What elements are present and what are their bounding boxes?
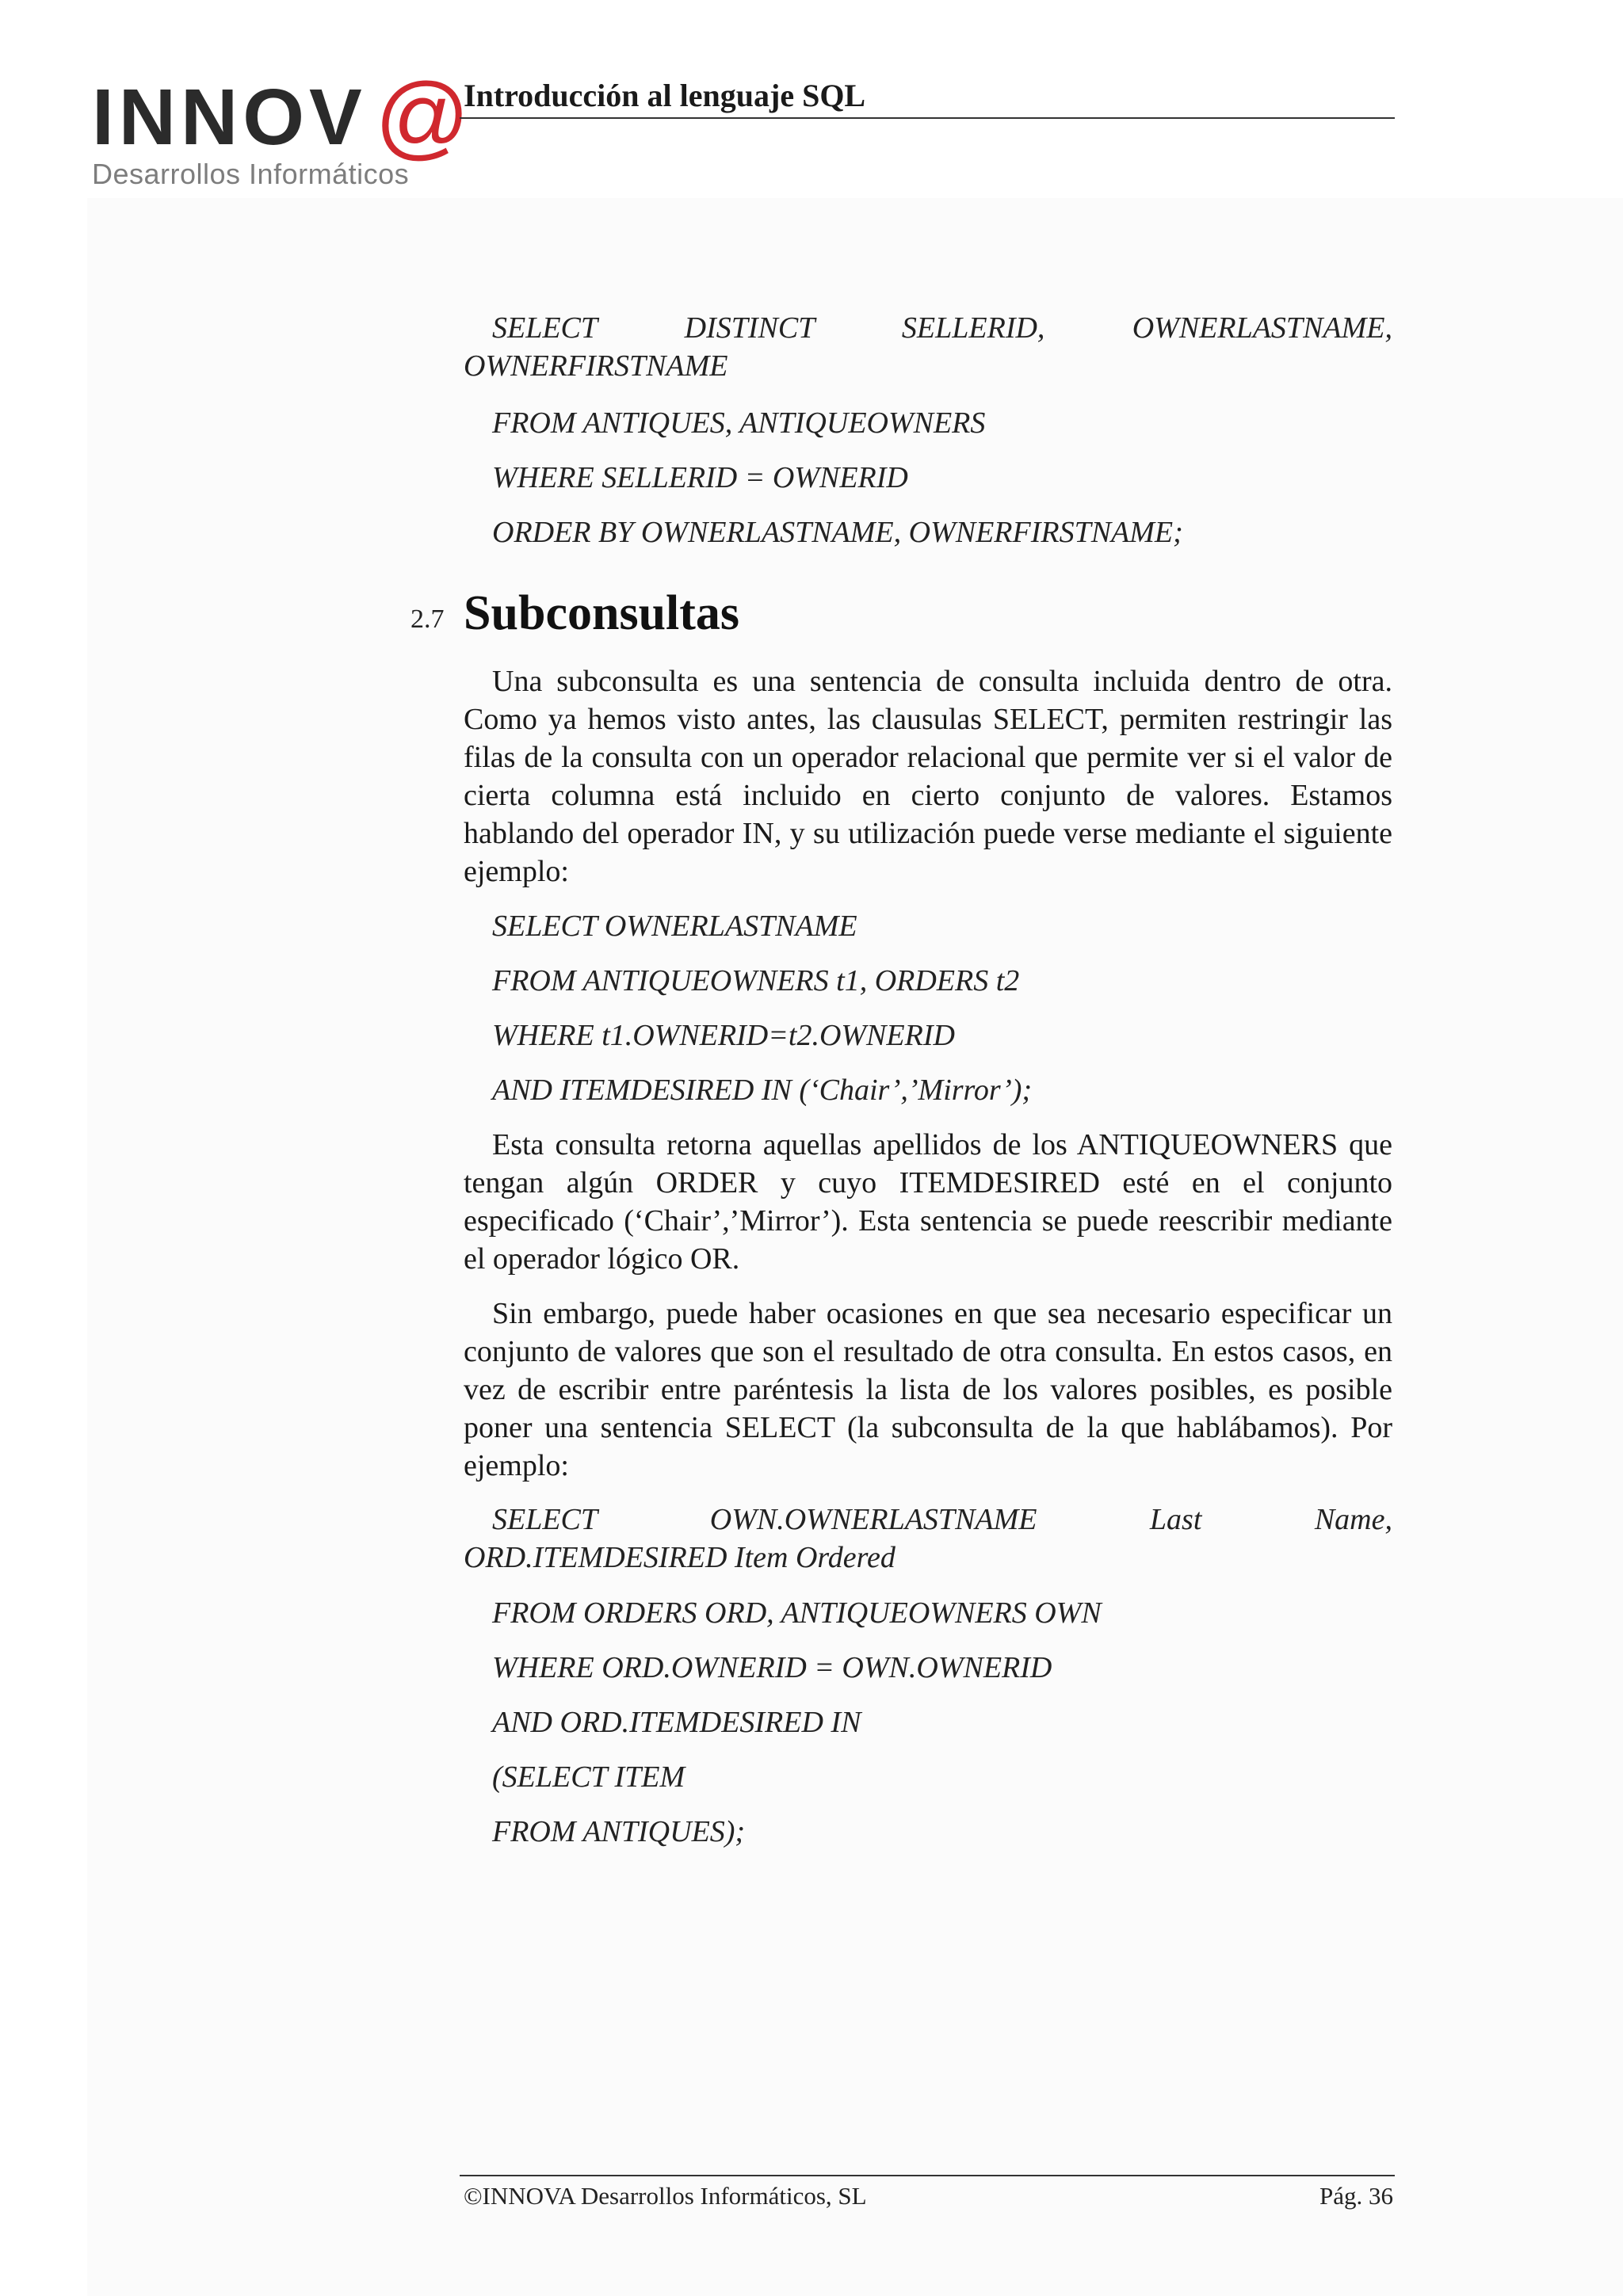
code-line: OWNERFIRSTNAME (464, 349, 728, 383)
company-logo (87, 64, 470, 196)
code-line: FROM ANTIQUES, ANTIQUEOWNERS (492, 406, 986, 440)
logo-subtitle: Desarrollos Informáticos (92, 158, 410, 190)
code-line: WHERE ORD.OWNERID = OWN.OWNERID (492, 1651, 1052, 1684)
code-line: ORD.ITEMDESIRED Item Ordered (464, 1541, 896, 1574)
header-title: Introducción al lenguaje SQL (464, 78, 866, 113)
code-line: FROM ANTIQUES); (492, 1815, 746, 1848)
code-line: (SELECT ITEM (492, 1760, 685, 1794)
code-block-1 (464, 309, 1392, 385)
code-line: SELECT DISTINCT SELLERID, OWNERLASTNAME, (492, 311, 1392, 345)
header-divider (460, 117, 1395, 119)
logo-wordmark: INNOV (92, 73, 367, 162)
logo-at-symbol: @ (375, 64, 470, 169)
paragraph-3: Sin embargo, puede haber ocasiones en que sea necesario especificar un conjunto de valores que son el resultado de otra consulta. En estos casos, en vez de escribir entre paréntesis la lista de los valores posibles, es posible poner una sentencia SELECT (la subconsulta de la que hablábamos). Por ejemplo: (464, 1297, 1392, 1482)
code-line: FROM ANTIQUEOWNERS t1, ORDERS t2 (492, 964, 1020, 997)
footer-copyright: ©INNOVA Desarrollos Informáticos, SL (464, 2182, 867, 2210)
code-line: ORDER BY OWNERLASTNAME, OWNERFIRSTNAME; (492, 516, 1183, 549)
section-number: 2.7 (411, 605, 445, 634)
paragraph-1: Una subconsulta es una sentencia de consulta incluida dentro de otra. Como ya hemos visto antes, las clausulas SELECT, permiten restringir las filas de la consulta con un operador relacional que permite ver si el valor de cierta columna está incluido en cierto conjunto de valores. Estamos hablando del operador IN, y su utilización puede verse mediante el siguiente ejemplo: (464, 665, 1392, 888)
code-line: WHERE SELLERID = OWNERID (492, 461, 908, 494)
footer-page-number: Pág. 36 (1319, 2182, 1393, 2210)
code-line: AND ITEMDESIRED IN (‘Chair’,’Mirror’); (492, 1074, 1033, 1107)
code-block-3 (464, 1501, 1392, 1577)
code-line: FROM ORDERS ORD, ANTIQUEOWNERS OWN (492, 1596, 1102, 1630)
section-title: Subconsultas (464, 586, 740, 640)
footer-divider (460, 2175, 1395, 2176)
paragraph-2: Esta consulta retorna aquellas apellidos de los ANTIQUEOWNERS que tengan algún ORDER y cuyo ITEMDESIRED esté en el conjunto especificado (‘Chair’,’Mirror’). Esta sentencia se puede reescribir mediante el operador lógico OR. (464, 1128, 1392, 1276)
code-line: SELECT OWN.OWNERLASTNAME Last Name, (492, 1503, 1392, 1536)
code-line: AND ORD.ITEMDESIRED IN (492, 1706, 861, 1739)
code-line: SELECT OWNERLASTNAME (492, 910, 857, 943)
code-line: WHERE t1.OWNERID=t2.OWNERID (492, 1019, 955, 1052)
